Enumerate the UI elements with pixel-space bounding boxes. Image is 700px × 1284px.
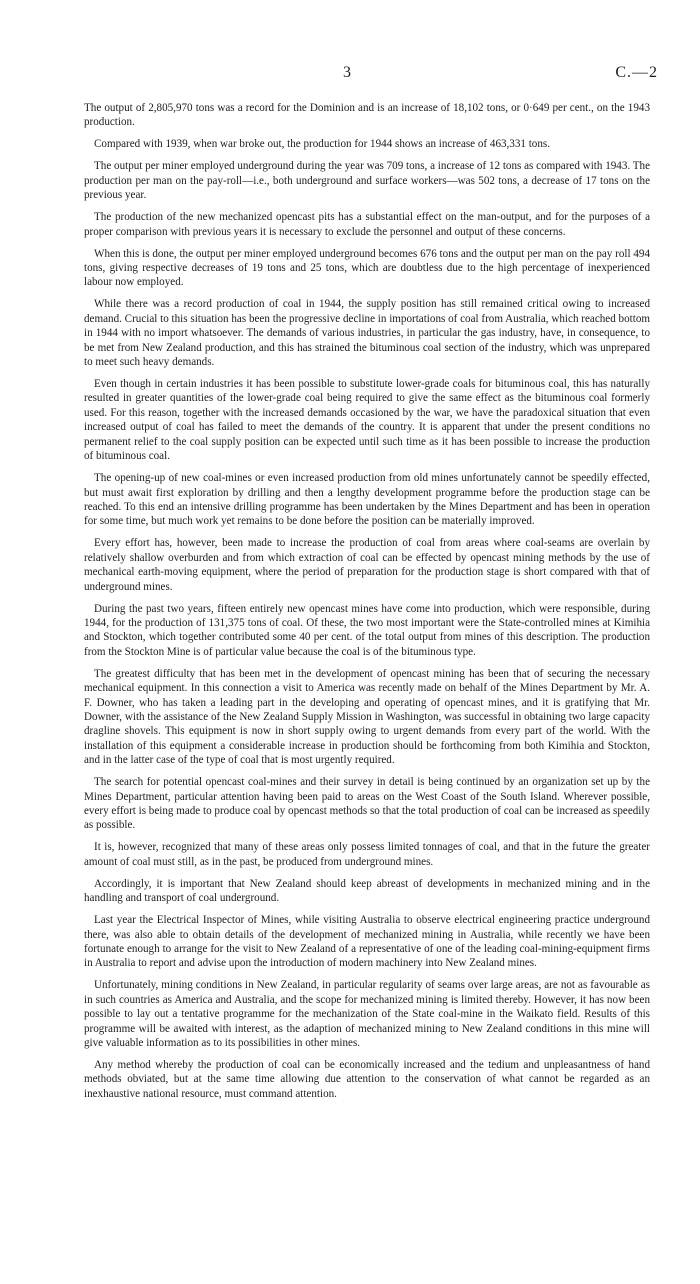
paragraph-underground-future: It is, however, recognized that many of these areas only possess limited tonnages of coal, and that in the future the greater amount of coal must still, as in the past, be produced from underground mines. (84, 841, 650, 868)
body-text (84, 101, 650, 1101)
paragraph-lower-grade-coals: Even though in certain industries it has been possible to substitute lower-grade coals for bituminous coal, this has naturally resulted in greater quantities of the lower-grade coal being required to give the same effect as the bituminous coal formerly used. For this reason, together with the increased demands occasioned by the war, we have the paradoxical situation that even increased output of coal has failed to meet the demands of the country. It is apparent that under the present conditions no permanent relief to the coal supply position can be expected until such time as it has been possible to increase the production of bituminous coal. (84, 378, 650, 463)
paragraph-new-mines-drilling: The opening-up of new coal-mines or even increased production from old mines unfortunately cannot be speedily effected, but must await first exploration by drilling and then a lengthy development programme before the production stage can be reached. To this end an intensive drilling programme has been undertaken by the Mines Department and has been in operation for some time, but much work yet remains to be done before the position can be materially improved. (84, 472, 650, 528)
paragraph-supply-position: While there was a record production of coal in 1944, the supply position has still remained critical owing to increased demand. Crucial to this situation has been the progressive decline in importations of coal from Australia, which reached bottom in 1944 with no import whatsoever. The demands of various industries, in particular the gas industry, have, in consequence, to be met from New Zealand production, and this has strained the bituminous coal section of the industry, which was unprepared to meet such heavy demands. (84, 298, 650, 369)
paragraph-mechanized-mining: Accordingly, it is important that New Zealand should keep abreast of developments in mechanized mining and in the handling and transport of coal underground. (84, 877, 650, 905)
paragraph-conclusion: Any method whereby the production of coal can be economically increased and the tedium and unpleasantness of hand methods obviated, but at the same time allowing due attention to the conservation of what cannot be regarded as an inexhaustive national resource, must command attention. (84, 1059, 650, 1100)
paragraph-adjusted-output: When this is done, the output per miner employed underground becomes 676 tons and the output per man on the pay roll 494 tons, giving respective decreases of 19 tons and 25 tons, which are doubtless due to the high percentage of inexperienced labour now employed. (84, 247, 650, 289)
paragraph-output-per-miner: The output per miner employed underground during the year was 709 tons, a increase of 12 tons as compared with 1943. The production per man on the pay-roll—i.e., both underground and surface workers—was 502 tons, a decrease of 17 tons on the previous year. (84, 160, 650, 202)
paragraph-new-opencast-mines: During the past two years, fifteen entirely new opencast mines have come into production, which were responsible, during 1944, for the production of 131,375 tons of coal. Of these, the two most important were the State-controlled mines at Kimihia and Stockton, which together contributed some 40 per cent. of the total output from mines of this description. The production from the Stockton Mine is of particular value because the coal is of the bituminous type. (84, 602, 650, 658)
paragraph-opencast-effort: Every effort has, however, been made to increase the production of coal from areas where coal-seams are overlain by relatively shallow overburden and from which extraction of coal can be effected by opencast mining methods by the use of mechanical earth-moving equipment, where the period of preparation for the production stage is short compared with that of underground mines. (84, 537, 650, 593)
paragraph-comparison-1939: Compared with 1939, when war broke out, the production for 1944 shows an increase of 463,331 tons. (94, 138, 550, 151)
paragraph-australia-visit: Last year the Electrical Inspector of Mines, while visiting Australia to observe electrical engineering practice underground there, was also able to obtain details of the development of mechanized mining in Australia, while recently we have been fortunate enough to arrange for the visit to New Zealand of a representative of one of the leading coal-mining-equipment firms in Australia to report and advise upon the introduction of modern machinery into New Zealand mines. (84, 914, 650, 970)
paragraph-opencast-effect: The production of the new mechanized opencast pits has a substantial effect on the man-output, and for the purposes of a proper comparison with previous years it is necessary to exclude the personnel and output of these concerns. (84, 211, 650, 238)
paragraph-opencast-search: The search for potential opencast coal-mines and their survey in detail is being continued by an organization set up by the Mines Department, particular attention having been paid to areas on the West Coast of the South Island. Wherever possible, every effort is being made to produce coal by opencast methods so that the total production of coal can be increased as speedily as possible. (84, 776, 651, 832)
page-header (0, 64, 700, 84)
page-number: 3 (343, 64, 352, 81)
paragraph-output-record: The output of 2,805,970 tons was a record for the Dominion and is an increase of 18,102 tons, or 0·649 per cent., on the 1943 production. (84, 102, 650, 129)
document-reference: C.—2 (615, 64, 658, 81)
paragraph-waikato-programme: Unfortunately, mining conditions in New Zealand, in particular regularity of seams over large areas, are not as favourable as in such countries as America and Australia, and the scope for mechanized mining is limited thereby. However, it has now been possible to lay out a tentative programme for the mechanization of the State coal-mine in the Waikato field. Results of this programme will be awaited with interest, as the adaption of mechanized mining to New Zealand conditions in this mine will give valuable information as to its possibilities in other mines. (84, 979, 650, 1050)
paragraph-mechanical-equipment: The greatest difficulty that has been met in the development of opencast mining has been that of securing the necessary mechanical equipment. In this connection a visit to America was recently made on behalf of the Mines Department by Mr. A. F. Downer, who has taken a leading part in the developing and operating of opencast mines, and it is gratifying that Mr. Downer, with the assistance of the New Zealand Supply Mission in Washington, was successful in obtaining two large capacity dragline shovels. This equipment is now in short supply owing to urgent demands from every part of the world. With the installation of this equipment a considerable increase in production should be forthcoming from both Kimihia and Stockton, and in the latter case of the type of coal that is most urgently required. (84, 667, 650, 767)
